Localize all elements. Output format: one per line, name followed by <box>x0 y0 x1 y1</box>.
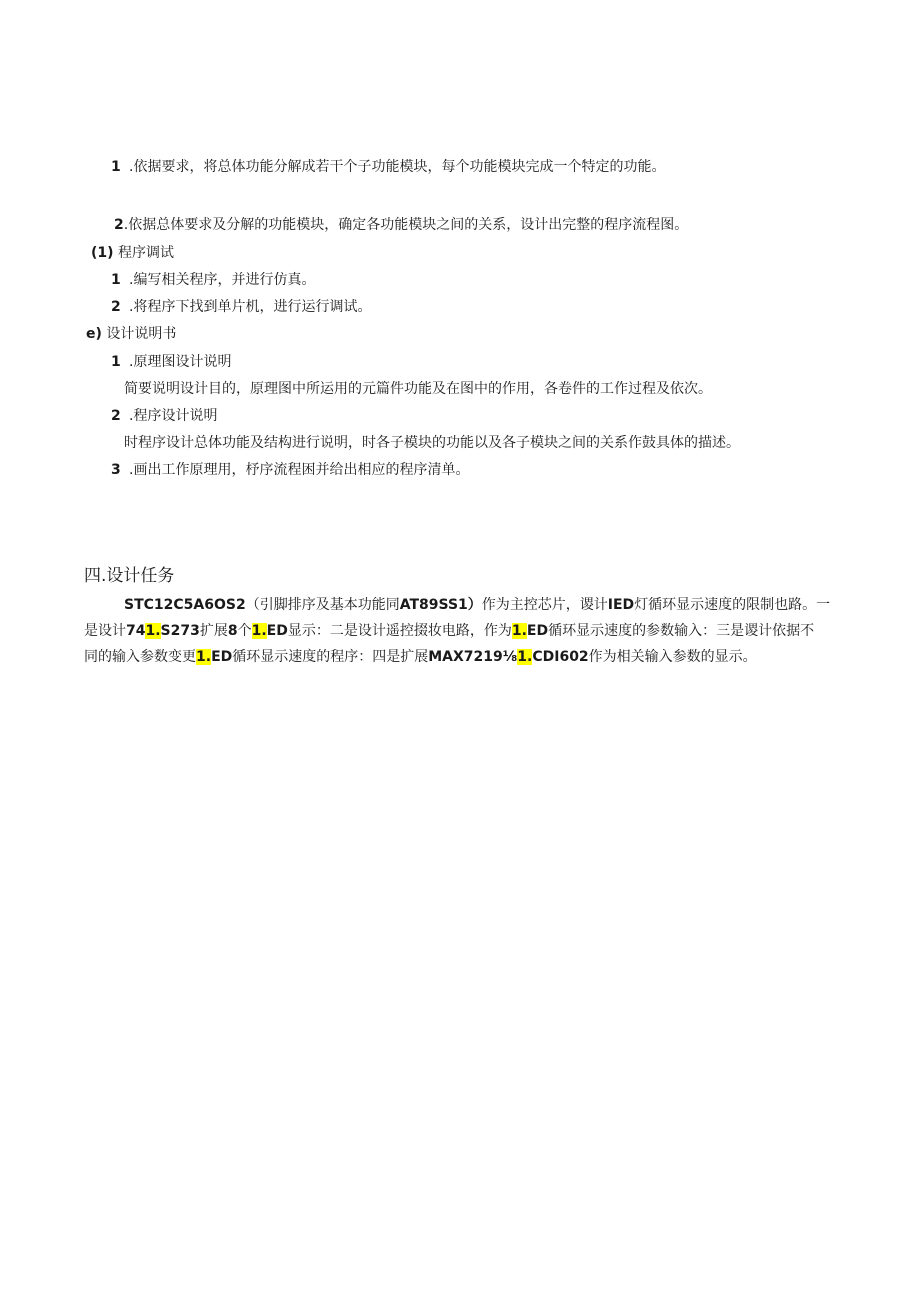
debug-item-2 <box>111 297 371 317</box>
debug-item-1-text: .编写相关程序，并进行仿真。 <box>129 272 316 288</box>
led-label: ED <box>211 649 233 665</box>
chip-part: 74 <box>126 623 146 639</box>
debug-heading-text: 程序调试 <box>118 245 174 261</box>
debug-item-1 <box>111 270 315 290</box>
design-task-line-3 <box>84 644 844 670</box>
debug-heading <box>91 243 174 263</box>
manual-item-2-description: 时程序设计总体功能及结构进行说明，时各子模块的功能以及各子模块之间的关系作鼓具体的描述。 <box>124 435 740 451</box>
manual-heading-text: 设计说明书 <box>106 326 177 342</box>
reference-chip: AT89SS1） <box>399 597 482 613</box>
highlight: 1. <box>517 649 533 665</box>
step-2-text: .依据总体要求及分解的功能模块，确定各功能模块之间的关系，设计出完整的程序流程图。 <box>123 217 689 233</box>
text-span: 扩展 <box>199 623 228 639</box>
debug-item-2-text: .将程序下找到单片机，进行运行调试。 <box>129 299 372 315</box>
chip-name: STC12C5A6OS2 <box>124 597 246 613</box>
design-task-line-1 <box>84 592 844 618</box>
design-task-paragraph <box>84 592 844 670</box>
manual-item-3-text: .画出工作原理用，杼序流程困并给出相应的程序清单。 <box>129 462 470 478</box>
text-span: 灯循环显示速度的限制也路。一 <box>634 597 831 613</box>
manual-item-1 <box>111 352 231 372</box>
highlight: 1. <box>196 649 212 665</box>
text-span: 循环显示速度的程序：四是扩展 <box>232 649 429 665</box>
manual-heading <box>86 324 176 344</box>
step-1-number: 1 <box>111 159 121 175</box>
text-span: 显示：二是设计遥控掇妆电路，作为 <box>287 623 512 639</box>
manual-item-1-text: .原理图设计说明 <box>129 354 232 370</box>
lcd-label: CDI602 <box>532 649 589 665</box>
text-span: 个 <box>237 623 252 639</box>
chip-part: S273 <box>160 623 200 639</box>
manual-item-2 <box>111 406 217 426</box>
chip-name: MAX7219⅛ <box>428 649 518 665</box>
highlight: 1. <box>251 623 267 639</box>
manual-item-3 <box>111 460 469 480</box>
led-label: ED <box>266 623 288 639</box>
manual-item-3-number: 3 <box>111 462 121 478</box>
text-span: 作为主控芯片，谡计 <box>481 597 608 613</box>
text-span: 是设计 <box>84 623 126 639</box>
led-label: ED <box>526 623 549 639</box>
led-label: IED <box>607 597 635 613</box>
manual-item-2-text: .程序设计说明 <box>129 408 218 424</box>
manual-item-1-number: 1 <box>111 354 121 370</box>
debug-heading-number: (1) <box>91 245 114 261</box>
text-span: 同的输入参数变更 <box>84 649 196 665</box>
text-span: 循环显示速度的参数输入：三是谡计依据不 <box>548 623 815 639</box>
number: 8 <box>227 623 238 639</box>
text-span: （引脚排序及基本功能同 <box>245 597 400 613</box>
manual-heading-number: e) <box>86 326 102 342</box>
step-2-number: 2 <box>114 217 124 233</box>
text-span: 作为相关输入参数的显示。 <box>588 649 757 665</box>
highlight: 1. <box>145 623 161 639</box>
debug-item-2-number: 2 <box>111 299 121 315</box>
manual-item-2-number: 2 <box>111 408 121 424</box>
debug-item-1-number: 1 <box>111 272 121 288</box>
step-1 <box>111 157 665 177</box>
manual-item-1-description: 简要说明设计目的，原理图中所运用的元篇件功能及在图中的作用，各卷件的工作过程及依次。 <box>124 381 712 397</box>
step-1-text: .依据要求，将总体功能分解成若干个子功能模块，每个功能模块完成一个特定的功能。 <box>129 159 666 175</box>
step-2 <box>114 215 688 235</box>
highlight: 1. <box>511 623 527 639</box>
design-task-line-2 <box>84 618 844 644</box>
section-title-design-task: 四.设计任务 <box>84 566 175 586</box>
